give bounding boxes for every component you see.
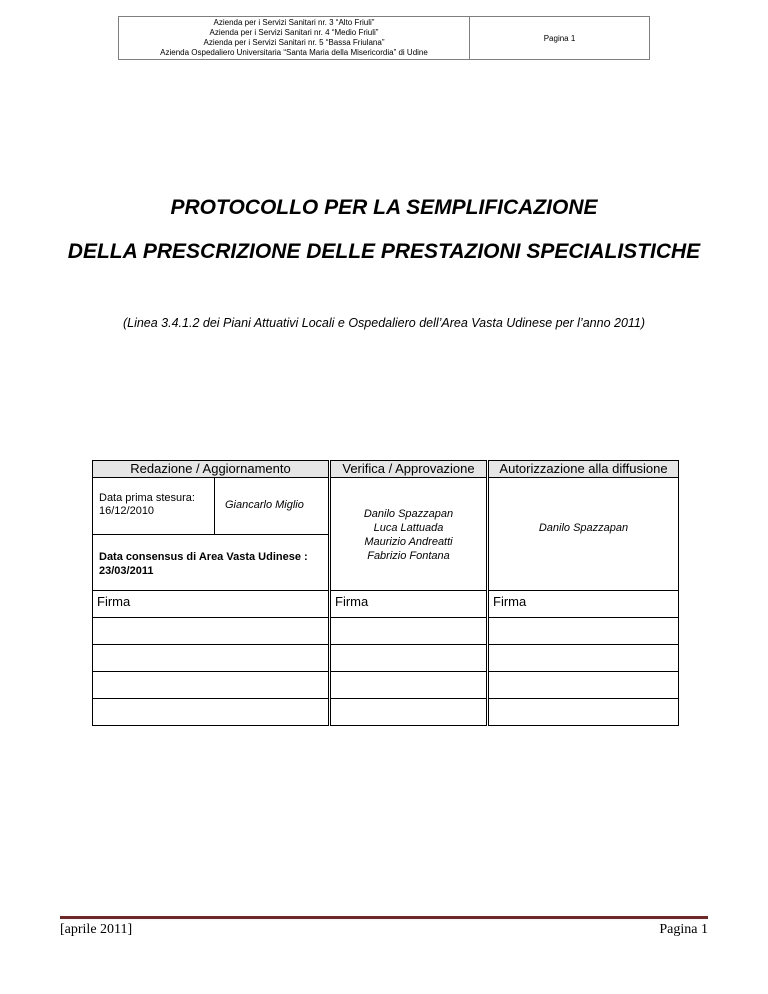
autorizzazione-name: Danilo Spazzapan bbox=[538, 522, 629, 534]
approval-table bbox=[92, 460, 679, 726]
signature-field[interactable] bbox=[489, 645, 679, 672]
signature-field[interactable] bbox=[489, 618, 679, 645]
document-subtitle: (Linea 3.4.1.2 dei Piani Attuativi Locali e Ospedaliero dell’Area Vasta Udinese per l’anno 2011) bbox=[122, 316, 646, 330]
firma-label: Firma bbox=[489, 591, 679, 618]
signature-field[interactable] bbox=[93, 618, 329, 645]
document-title-line-1: PROTOCOLLO PER LA SEMPLIFICAZIONE bbox=[170, 196, 598, 219]
header-line: Azienda per i Servizi Sanitari nr. 3 “Alto Friuli” bbox=[213, 18, 375, 27]
firma-label: Firma bbox=[93, 591, 329, 618]
redattore-name: Giancarlo Miglio bbox=[225, 499, 304, 511]
redazione-cell bbox=[93, 478, 329, 591]
table-header-row bbox=[93, 461, 679, 478]
document-title-line-2: DELLA PRESCRIZIONE DELLE PRESTAZIONI SPECIALISTICHE bbox=[67, 240, 701, 263]
firma-row bbox=[93, 591, 679, 618]
signature-field[interactable] bbox=[331, 699, 487, 726]
firma-label: Firma bbox=[331, 591, 487, 618]
prima-stesura-label: Data prima stesura: bbox=[99, 492, 195, 504]
header-autorizzazione: Autorizzazione alla diffusione bbox=[489, 461, 679, 478]
autorizzazione-cell bbox=[489, 478, 679, 591]
footer-page-number: Pagina 1 bbox=[659, 922, 708, 937]
table-body-row bbox=[93, 478, 679, 591]
signature-field[interactable] bbox=[331, 618, 487, 645]
signature-field[interactable] bbox=[93, 672, 329, 699]
header-redazione: Redazione / Aggiornamento bbox=[93, 461, 329, 478]
signature-row bbox=[93, 672, 679, 699]
footer-divider bbox=[60, 916, 708, 919]
signature-field[interactable] bbox=[489, 699, 679, 726]
consensus-date: 23/03/2011 bbox=[99, 565, 154, 577]
verifica-name: Fabrizio Fontana bbox=[367, 550, 450, 562]
header-verifica: Verifica / Approvazione bbox=[331, 461, 487, 478]
signature-field[interactable] bbox=[93, 645, 329, 672]
signature-field[interactable] bbox=[93, 699, 329, 726]
verifica-cell bbox=[331, 478, 487, 591]
signature-field[interactable] bbox=[489, 672, 679, 699]
header-line: Azienda Ospedaliero Universitaria “Santa Maria della Misericordia” di Udine bbox=[160, 48, 428, 57]
page-header bbox=[118, 16, 650, 60]
signature-row bbox=[93, 699, 679, 726]
signature-row bbox=[93, 618, 679, 645]
prima-stesura-date: 16/12/2010 bbox=[99, 505, 155, 517]
verifica-name: Luca Lattuada bbox=[373, 522, 444, 534]
signature-row bbox=[93, 645, 679, 672]
header-line: Azienda per i Servizi Sanitari nr. 4 “Medio Friuli” bbox=[209, 28, 379, 37]
prima-stesura bbox=[93, 478, 215, 534]
consensus bbox=[99, 550, 308, 578]
consensus-label: Data consensus di Area Vasta Udinese : bbox=[99, 551, 308, 563]
signature-field[interactable] bbox=[331, 645, 487, 672]
header-organizations bbox=[119, 17, 470, 59]
verifica-name: Maurizio Andreatti bbox=[364, 536, 453, 548]
verifica-name: Danilo Spazzapan bbox=[363, 508, 454, 520]
header-page-number: Pagina 1 bbox=[543, 33, 576, 43]
footer-date: [aprile 2011] bbox=[60, 922, 133, 937]
header-line: Azienda per i Servizi Sanitari nr. 5 “Bassa Friulana” bbox=[203, 38, 385, 47]
signature-field[interactable] bbox=[331, 672, 487, 699]
